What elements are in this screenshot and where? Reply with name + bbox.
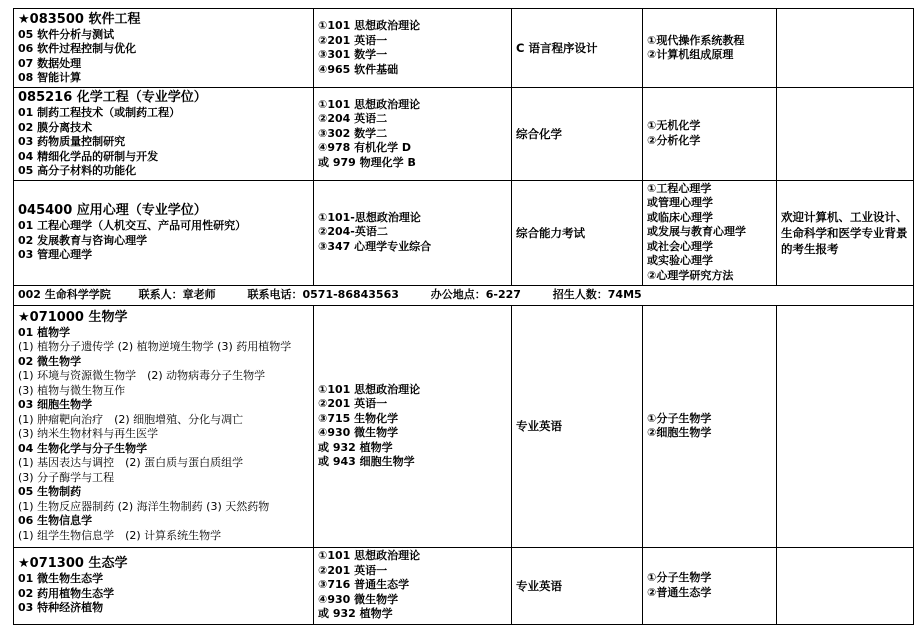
retest-cell bbox=[512, 9, 643, 88]
admission-catalog-table bbox=[13, 8, 914, 625]
direction-item: 05 生物制药 bbox=[18, 485, 82, 499]
exam-subject: ④965 软件基础 bbox=[318, 62, 399, 76]
direction-item: 03 药物质量控制研究 bbox=[18, 135, 126, 148]
addon-subject: 或社会心理学 bbox=[647, 239, 713, 253]
sub-direction: (1) 肿瘤靶向治疗 (2) 细胞增殖、分化与凋亡 bbox=[18, 412, 244, 426]
addon-subject: ②心理学研究方法 bbox=[647, 268, 734, 282]
sub-direction: (3) 植物与微生物互作 bbox=[18, 383, 126, 397]
addon-cell bbox=[643, 180, 777, 285]
exam-subject: ④978 有机化学 D bbox=[318, 141, 412, 154]
major-title: ★071000 生物学 bbox=[18, 309, 128, 325]
college-header-row bbox=[14, 285, 914, 305]
exam-subject: ③301 数学一 bbox=[318, 48, 388, 61]
note-cell bbox=[777, 305, 914, 547]
addon-cell bbox=[643, 305, 777, 547]
retest-cell bbox=[512, 547, 643, 624]
exam-subject: ①101 思想政治理论 bbox=[318, 382, 421, 396]
direction-item: 06 软件过程控制与优化 bbox=[18, 42, 137, 55]
sub-direction: (1) 组学生物信息学 (2) 计算系统生物学 bbox=[18, 528, 222, 542]
exam-subject: ④930 微生物学 bbox=[318, 592, 399, 606]
sub-direction: (1) 基因表达与调控 (2) 蛋白质与蛋白质组学 bbox=[18, 456, 244, 470]
direction-item: 03 特种经济植物 bbox=[18, 601, 104, 615]
exam-subject: 或 932 植物学 bbox=[318, 440, 393, 454]
major-cell bbox=[14, 180, 314, 285]
exam-subject: 或 932 植物学 bbox=[318, 607, 393, 621]
exam-subject: ③347 心理学专业综合 bbox=[318, 239, 432, 253]
sub-direction: (3) 分子酶学与工程 bbox=[18, 470, 115, 484]
note-cell bbox=[777, 547, 914, 624]
retest-cell bbox=[512, 88, 643, 181]
direction-item: 02 药用植物生态学 bbox=[18, 586, 115, 600]
direction-item: 05 软件分析与测试 bbox=[18, 27, 115, 41]
addon-subject: ①工程心理学 bbox=[647, 181, 712, 195]
exam-subject: ②204-英语二 bbox=[318, 225, 388, 239]
addon-subject: 或发展与教育心理学 bbox=[647, 225, 746, 239]
college-office: 办公地点：6-227 bbox=[430, 288, 521, 301]
table-row bbox=[14, 180, 914, 285]
exam-subject: ①101 思想政治理论 bbox=[318, 19, 421, 32]
addon-subject: ②分析化学 bbox=[647, 133, 701, 147]
note-cell bbox=[777, 88, 914, 181]
exam-subject: ③715 生物化学 bbox=[318, 411, 399, 425]
college-phone: 联系电话：0571-86843563 bbox=[247, 288, 399, 301]
direction-item: 01 微生物生态学 bbox=[18, 572, 104, 586]
table-row bbox=[14, 547, 914, 624]
retest-subject: C 语言程序设计 bbox=[516, 41, 598, 55]
exam-subjects-cell bbox=[314, 305, 512, 547]
exam-subject: ①101 思想政治理论 bbox=[318, 97, 421, 111]
exam-subject: 或 943 细胞生物学 bbox=[318, 455, 415, 468]
addon-cell bbox=[643, 547, 777, 624]
exam-subject: ②201 英语一 bbox=[318, 397, 388, 410]
direction-item: 01 植物学 bbox=[18, 325, 71, 339]
college-name: 002 生命科学学院 bbox=[18, 288, 111, 301]
direction-item: 01 制药工程技术（或制药工程） bbox=[18, 106, 181, 119]
exam-subject: ②201 英语一 bbox=[318, 563, 388, 577]
table-row bbox=[14, 9, 914, 88]
major-title: ★071300 生态学 bbox=[18, 556, 128, 572]
direction-item: 05 高分子材料的功能化 bbox=[18, 164, 137, 177]
note-cell bbox=[777, 180, 914, 285]
retest-cell bbox=[512, 305, 643, 547]
direction-item: 01 工程心理学（人机交互、产品可用性研究） bbox=[18, 219, 247, 233]
college-contact: 联系人：章老师 bbox=[138, 288, 216, 301]
direction-item: 02 膜分离技术 bbox=[18, 120, 93, 134]
exam-subjects-cell bbox=[314, 547, 512, 624]
major-cell bbox=[14, 305, 314, 547]
addon-subject: ①分子生物学 bbox=[647, 411, 712, 425]
direction-item: 03 细胞生物学 bbox=[18, 398, 93, 412]
major-title: 085216 化学工程（专业学位） bbox=[18, 90, 207, 105]
addon-subject: ①现代操作系统教程 bbox=[647, 33, 745, 47]
exam-subject: ④930 微生物学 bbox=[318, 426, 399, 439]
exam-subject: ②201 英语一 bbox=[318, 33, 388, 47]
retest-subject: 综合能力考试 bbox=[516, 225, 585, 240]
direction-item: 08 智能计算 bbox=[18, 71, 82, 84]
addon-subject: 或管理心理学 bbox=[647, 196, 713, 210]
addon-subject: 或实验心理学 bbox=[647, 254, 713, 268]
direction-item: 02 微生物学 bbox=[18, 354, 82, 368]
exam-subject: ①101 思想政治理论 bbox=[318, 549, 421, 563]
addon-subject: ②普通生态学 bbox=[647, 585, 712, 599]
sub-direction: (1) 植物分子遗传学 (2) 植物逆境生物学 (3) 药用植物学 bbox=[18, 340, 292, 354]
direction-item: 06 生物信息学 bbox=[18, 514, 93, 528]
direction-item: 04 精细化学品的研制与开发 bbox=[18, 149, 159, 163]
addon-cell bbox=[643, 9, 777, 88]
college-header-cell bbox=[14, 285, 914, 305]
exam-subject: ③716 普通生态学 bbox=[318, 578, 410, 592]
sub-direction: (1) 环境与资源微生物学 (2) 动物病毒分子生物学 bbox=[18, 369, 266, 383]
sub-direction: (1) 生物反应器制药 (2) 海洋生物制药 (3) 天然药物 bbox=[18, 499, 270, 513]
exam-subjects-cell bbox=[314, 88, 512, 181]
addon-cell bbox=[643, 88, 777, 181]
exam-subject: ②204 英语二 bbox=[318, 112, 388, 125]
addon-subject: ①无机化学 bbox=[647, 119, 701, 133]
addon-subject: ②计算机组成原理 bbox=[647, 48, 734, 61]
note-text: 欢迎计算机、工业设计、生命科学和医学专业背景的考生报考 bbox=[781, 209, 908, 256]
major-cell bbox=[14, 9, 314, 88]
retest-subject: 专业英语 bbox=[516, 578, 562, 593]
college-enroll: 招生人数：74M5 bbox=[552, 288, 642, 301]
retest-subject: 专业英语 bbox=[516, 419, 562, 433]
table-row bbox=[14, 88, 914, 181]
direction-item: 07 数据处理 bbox=[18, 56, 82, 70]
exam-subject: ①101-思想政治理论 bbox=[318, 210, 421, 224]
retest-subject: 综合化学 bbox=[516, 126, 562, 141]
exam-subjects-cell bbox=[314, 180, 512, 285]
addon-subject: 或临床心理学 bbox=[647, 210, 713, 224]
direction-item: 02 发展教育与咨询心理学 bbox=[18, 233, 148, 247]
sub-direction: (3) 纳米生物材料与再生医学 bbox=[18, 427, 159, 441]
table-row bbox=[14, 305, 914, 547]
major-title: 045400 应用心理（专业学位） bbox=[18, 203, 207, 219]
addon-subject: ①分子生物学 bbox=[647, 571, 712, 584]
direction-item: 04 生物化学与分子生物学 bbox=[18, 441, 148, 455]
major-cell bbox=[14, 88, 314, 181]
exam-subject: 或 979 物理化学 B bbox=[318, 155, 416, 169]
major-title: ★083500 软件工程 bbox=[18, 11, 141, 27]
direction-item: 03 管理心理学 bbox=[18, 248, 93, 262]
retest-cell bbox=[512, 180, 643, 285]
note-cell bbox=[777, 9, 914, 88]
addon-subject: ②细胞生物学 bbox=[647, 426, 712, 439]
exam-subjects-cell bbox=[314, 9, 512, 88]
major-cell bbox=[14, 547, 314, 624]
exam-subject: ③302 数学二 bbox=[318, 126, 388, 140]
